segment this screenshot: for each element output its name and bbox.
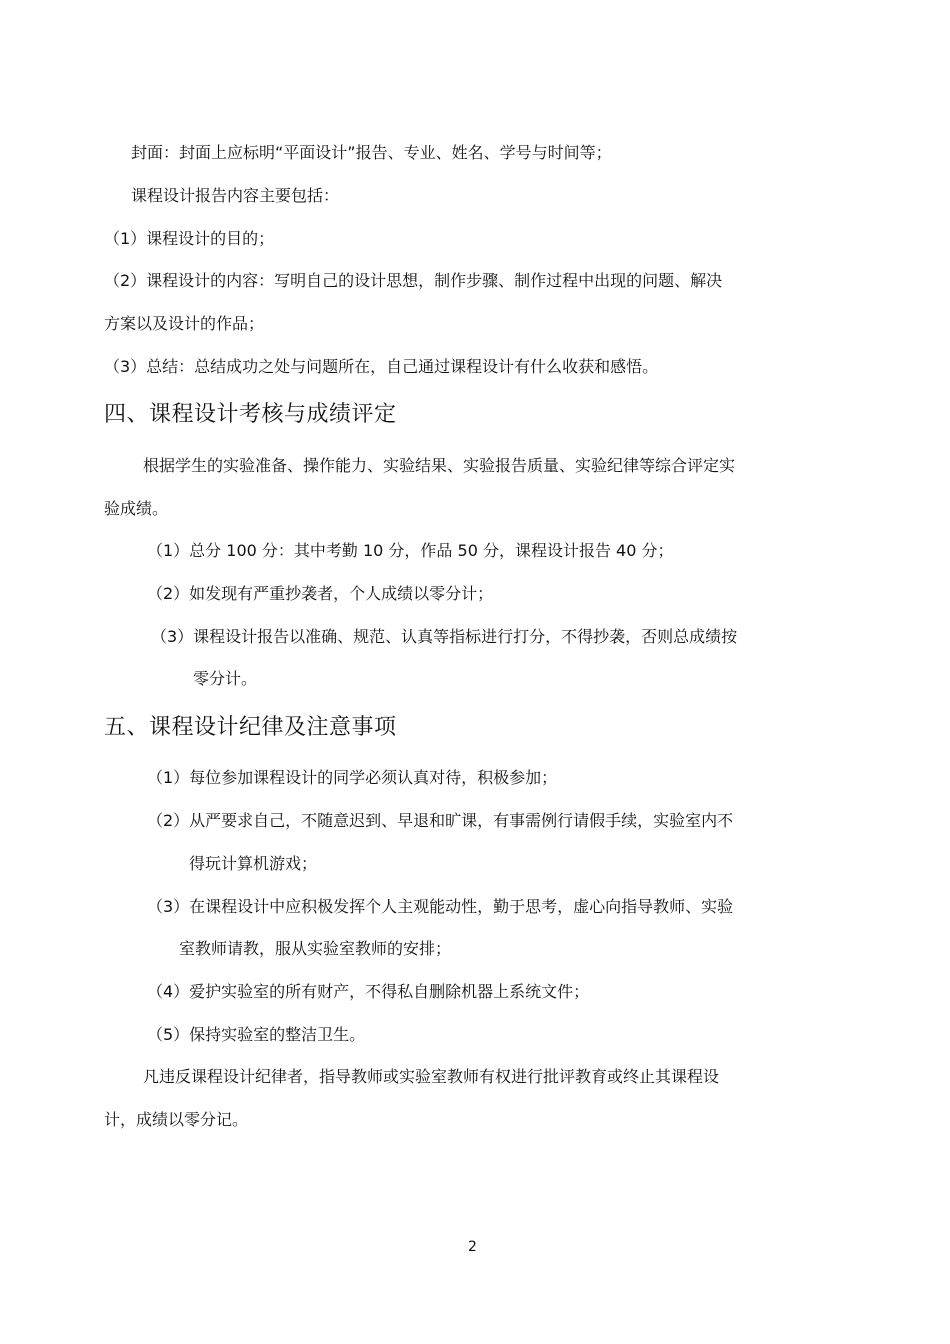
report-item-2-line-2: 方案以及设计的作品； [104, 314, 265, 333]
assessment-item-3-line-1: （3）课程设计报告以准确、规范、认真等指标进行打分，不得抄袭，否则总成绩按 [151, 627, 738, 646]
assessment-item-2: （2）如发现有严重抄袭者，个人成绩以零分计； [147, 584, 494, 603]
assessment-item-3-line-2: 零分计。 [193, 669, 258, 688]
cover-requirement: 封面：封面上应标明“平面设计”报告、专业、姓名、学号与时间等； [131, 143, 612, 162]
assessment-paragraph-line-2: 验成绩。 [104, 499, 169, 518]
section-heading-discipline: 五、课程设计纪律及注意事项 [104, 715, 397, 740]
discipline-item-4: （4）爱护实验室的所有财产，不得私自删除机器上系统文件； [147, 982, 590, 1001]
page-number: 2 [468, 1239, 477, 1255]
discipline-item-3-line-2: 室教师请教，服从实验室教师的安排； [179, 939, 452, 958]
discipline-closing-line-2: 计，成绩以零分记。 [104, 1110, 249, 1129]
report-item-3: （3）总结：总结成功之处与问题所在，自己通过课程设计有什么收获和感悟。 [104, 357, 659, 376]
discipline-closing-line-1: 凡违反课程设计纪律者，指导教师或实验室教师有权进行批评教育或终止其课程设 [143, 1067, 720, 1086]
discipline-item-2-line-2: 得玩计算机游戏； [189, 854, 318, 873]
discipline-item-1: （1）每位参加课程设计的同学必须认真对待，积极参加； [147, 768, 558, 787]
report-contents-intro: 课程设计报告内容主要包括： [131, 186, 340, 205]
discipline-item-3-line-1: （3）在课程设计中应积极发挥个人主观能动性，勤于思考，虚心向指导教师、实验 [147, 897, 734, 916]
discipline-item-2-line-1: （2）从严要求自己，不随意迟到、早退和旷课，有事需例行请假手续，实验室内不 [147, 811, 734, 830]
section-heading-assessment: 四、课程设计考核与成绩评定 [104, 402, 397, 427]
report-item-2-line-1: （2）课程设计的内容：写明自己的设计思想，制作步骤、制作过程中出现的问题、解决 [104, 271, 723, 290]
report-item-1: （1）课程设计的目的； [104, 229, 275, 248]
discipline-item-5: （5）保持实验室的整洁卫生。 [147, 1025, 366, 1044]
assessment-paragraph-line-1: 根据学生的实验准备、操作能力、实验结果、实验报告质量、实验纪律等综合评定实 [143, 456, 736, 475]
assessment-item-1: （1）总分 100 分：其中考勤 10 分，作品 50 分，课程设计报告 40 分； [147, 541, 674, 560]
